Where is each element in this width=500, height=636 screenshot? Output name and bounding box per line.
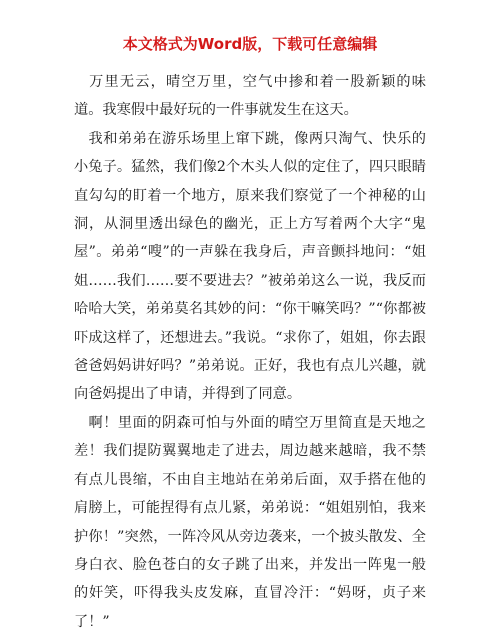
paragraph-3 — [74, 409, 426, 636]
paragraph-text: 万里无云，晴空万里，空气中掺和着一股新颖的味道。我寒假中最好玩的一件事就发生在这天。 — [74, 74, 426, 119]
paragraph-1 — [74, 68, 426, 125]
paragraph-text: 我和弟弟在游乐场里上窜下跳，像两只淘气、快乐的小兔子。猛然，我们像2个木头人似的定住了，四只眼睛直勾勾的盯着一个地方，原来我们察觉了一个神秘的山洞，从洞里透出绿色的幽光，正上方写着两个大字“鬼屋”。弟弟“嗖”的一声躲在我身后，声音颤抖地问：“姐姐……我们……要不要进去？”被弟弟这么一说，我反而哈哈大笑，弟弟莫名其妙的问：“你干嘛笑吗？”“你都被吓成这样了，还想进去。”我说。“求你了，姐姐，你去跟爸爸妈妈讲好吗？”弟弟说。正好，我也有点儿兴趣，就向爸妈提出了申请，并得到了同意。 — [74, 130, 426, 403]
document-title: 本文格式为Word版，下载可任意编辑 — [122, 35, 378, 53]
paragraph-text: 啊！里面的阴森可怕与外面的晴空万里简直是天地之差！我们提防翼翼地走了进去，周边越来越暗，我不禁有点儿畏缩，不由自主地站在弟弟后面，双手搭在他的肩膀上，可能捏得有点儿紧，弟弟说：“姐姐别怕，我来护你！”突然，一阵冷风从旁边袭来，一个披头散发、全身白衣、脸色苍白的女子跳了出来，并发出一阵鬼一般的奸笑，吓得我头皮发麻，直冒冷汗：“妈呀，贞子来了！” — [74, 414, 426, 630]
paragraph-2 — [74, 125, 426, 409]
